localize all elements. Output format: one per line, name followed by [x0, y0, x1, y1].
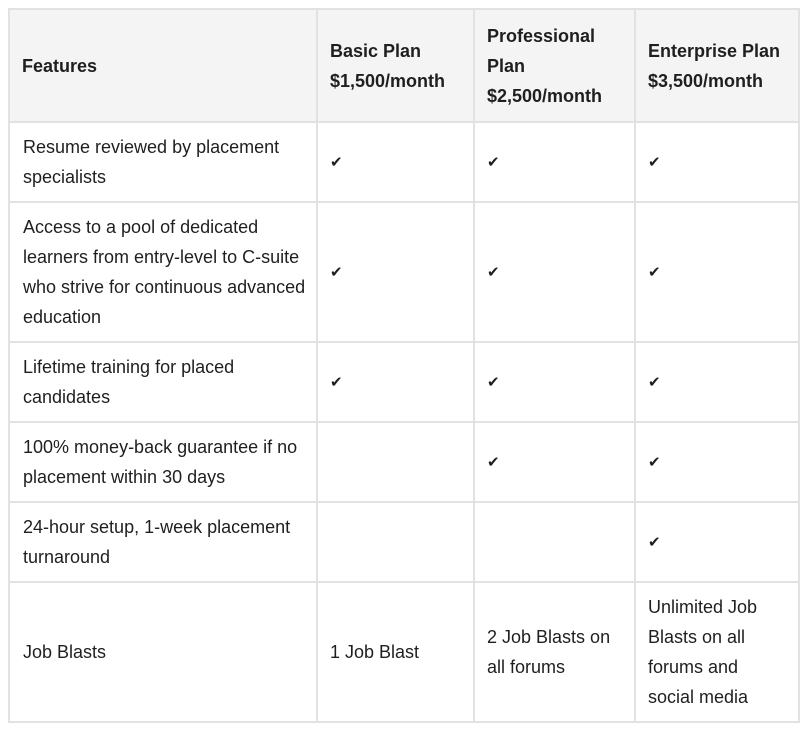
- feature-cell: Lifetime training for placed candidates: [9, 342, 317, 422]
- header-basic-plan: [317, 9, 474, 122]
- enterprise-plan-cell: ✔: [635, 422, 799, 502]
- professional-plan-price: $2,500/month: [487, 85, 603, 106]
- basic-plan-cell: [317, 422, 474, 502]
- enterprise-plan-cell: ✔: [635, 202, 799, 342]
- table-row: [9, 122, 799, 202]
- professional-plan-cell: ✔: [474, 422, 635, 502]
- table-row: [9, 502, 799, 582]
- table-header-row: [9, 9, 799, 122]
- basic-plan-price: $1,500/month: [330, 70, 446, 91]
- table-row: [9, 202, 799, 342]
- header-features: Features: [9, 9, 317, 122]
- professional-plan-cell: ✔: [474, 342, 635, 422]
- table-row: [9, 422, 799, 502]
- table-row: [9, 582, 799, 722]
- table-row: [9, 342, 799, 422]
- professional-plan-cell: 2 Job Blasts on all forums: [474, 582, 635, 722]
- enterprise-plan-cell: Unlimited Job Blasts on all forums and social media: [635, 582, 799, 722]
- enterprise-plan-cell: ✔: [635, 122, 799, 202]
- basic-plan-cell: ✔: [317, 342, 474, 422]
- feature-cell: 24-hour setup, 1-week placement turnaround: [9, 502, 317, 582]
- feature-cell: Resume reviewed by placement specialists: [9, 122, 317, 202]
- basic-plan-cell: [317, 502, 474, 582]
- enterprise-plan-cell: ✔: [635, 342, 799, 422]
- feature-cell: 100% money-back guarantee if no placement within 30 days: [9, 422, 317, 502]
- basic-plan-cell: 1 Job Blast: [317, 582, 474, 722]
- feature-cell: Access to a pool of dedicated learners from entry-level to C-suite who strive for continuous advanced education: [9, 202, 317, 342]
- enterprise-plan-name: Enterprise Plan: [648, 40, 781, 61]
- pricing-table-container: [8, 8, 800, 723]
- pricing-comparison-table: [8, 8, 800, 723]
- basic-plan-name: Basic Plan: [330, 40, 422, 61]
- professional-plan-cell: ✔: [474, 202, 635, 342]
- header-professional-plan: [474, 9, 635, 122]
- basic-plan-cell: ✔: [317, 202, 474, 342]
- basic-plan-cell: ✔: [317, 122, 474, 202]
- feature-cell: Job Blasts: [9, 582, 317, 722]
- professional-plan-name: Professional Plan: [487, 25, 596, 76]
- enterprise-plan-price: $3,500/month: [648, 70, 764, 91]
- enterprise-plan-cell: ✔: [635, 502, 799, 582]
- professional-plan-cell: [474, 502, 635, 582]
- header-enterprise-plan: [635, 9, 799, 122]
- professional-plan-cell: ✔: [474, 122, 635, 202]
